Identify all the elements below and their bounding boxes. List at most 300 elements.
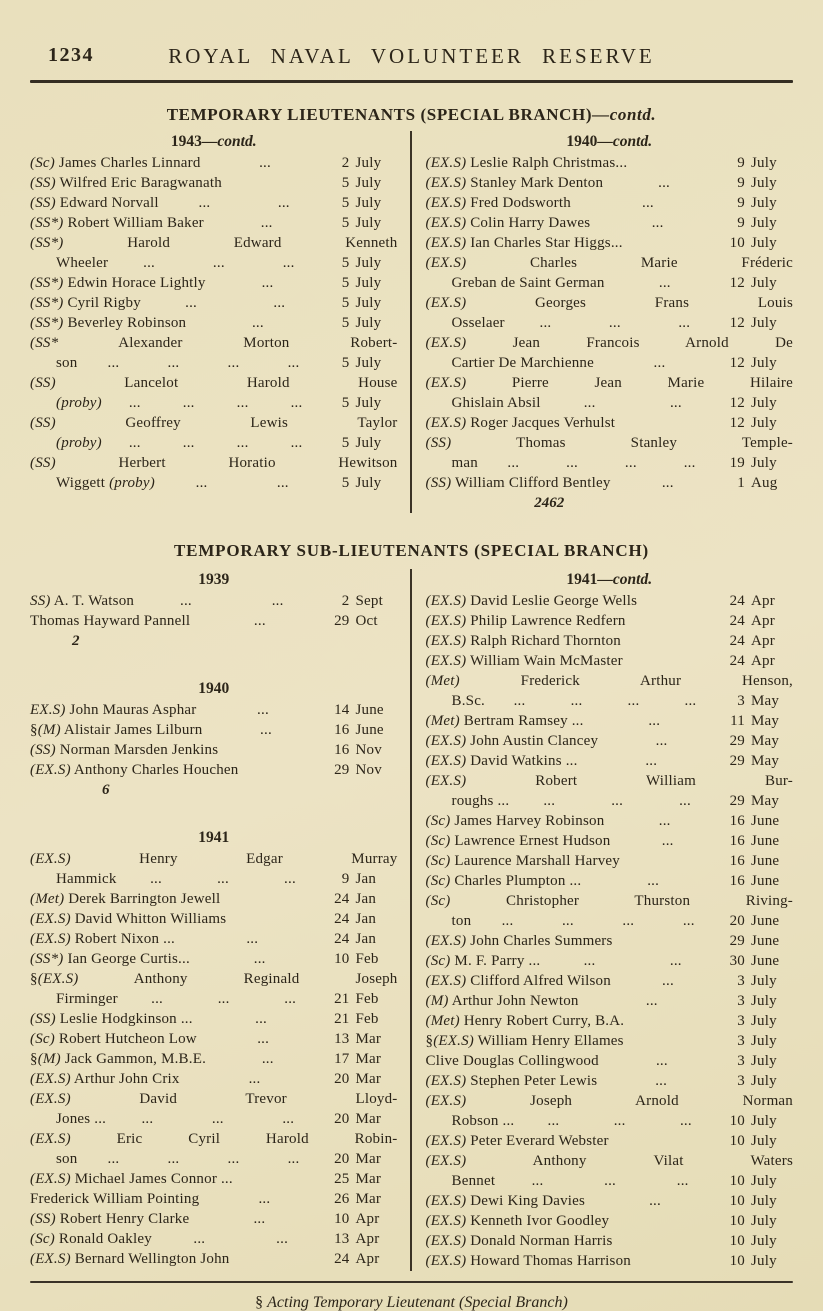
entry-text: (Sc) James Harvey Robinson (425, 813, 605, 829)
entry-line (30, 1129, 398, 1149)
dot-leader: ... ... ... (539, 315, 691, 331)
dot-leader: ... (255, 1011, 268, 1027)
entry-date-month: Nov (355, 762, 382, 778)
entry-text: son (56, 1151, 78, 1167)
year-contd: —contd. (201, 133, 257, 150)
entry-date-month: Mar (355, 1191, 382, 1207)
entry-line (426, 453, 794, 473)
entry-line (426, 591, 794, 611)
entry-date-month: Mar (355, 1151, 382, 1167)
dot-leader: ... (261, 1051, 274, 1067)
entry-line (30, 253, 398, 273)
entry-text: (EX.S) Howard Thomas Harrison (425, 1253, 631, 1269)
entry-line (426, 1191, 794, 1211)
dot-leader: ... ... ... (543, 793, 691, 809)
entry-date-day: 5 (341, 275, 350, 291)
entry-date-day: 2 (341, 155, 350, 171)
entry-date-month: Sept (355, 593, 383, 609)
entry-date-day: 12 (729, 415, 745, 431)
entry-count: 2 (72, 633, 80, 649)
entry-date-month: Apr (355, 1211, 380, 1227)
entry-line (426, 791, 794, 811)
entry-date-day: 13 (334, 1031, 350, 1047)
entry-date-day: 1 (737, 475, 745, 491)
dot-leader: ... (253, 951, 266, 967)
dot-leader: ... (655, 1073, 668, 1089)
entry-date-day: 12 (729, 275, 745, 291)
dot-leader: ... ... ... (547, 1113, 692, 1129)
entry-date-day: 26 (334, 1191, 350, 1207)
entry-text: (EX.S) John Austin Clancey (425, 733, 599, 749)
entry-line (30, 1209, 398, 1229)
entry-text: (SS) William Clifford Bentley (425, 475, 611, 491)
dot-leader: ... ... ... ... (513, 693, 697, 709)
entry-line (30, 740, 398, 760)
entry-line (30, 1049, 398, 1069)
entry-line (30, 1089, 398, 1109)
entry-date-month: Feb (355, 951, 379, 967)
entry-text: EX.S) John Mauras Asphar (30, 702, 197, 718)
entry-line (30, 1189, 398, 1209)
dot-leader: ... ... (193, 1231, 289, 1247)
entry-line (426, 313, 794, 333)
entry-line (426, 651, 794, 671)
entry-date-month: July (751, 175, 777, 191)
entry-date-month: May (751, 753, 780, 769)
entry-date-day: 30 (729, 953, 745, 969)
entry-line (30, 720, 398, 740)
entry-line (30, 969, 398, 989)
entry-line (426, 891, 794, 911)
entry-date-day: 14 (334, 702, 350, 718)
entry-date-month: July (751, 1053, 777, 1069)
entry-date-day: 29 (729, 733, 745, 749)
entry-date-day: 10 (729, 1193, 745, 1209)
year-group-1940 (30, 678, 398, 800)
entry-date-month: Apr (751, 613, 775, 629)
entry-line (30, 700, 398, 720)
entry-text: Frederick William Pointing (30, 1191, 200, 1207)
page-title: ROYAL NAVAL VOLUNTEER RESERVE (168, 44, 655, 68)
dot-leader: ... (257, 1031, 270, 1047)
year-heading-1943 (30, 131, 398, 153)
entry-text: (EX.S) William Wain McMaster (425, 653, 623, 669)
year-label: 1940 (566, 133, 598, 150)
entry-date-month: May (751, 713, 780, 729)
section2-columns (30, 569, 793, 1271)
entry-date-month: July (751, 1033, 777, 1049)
entry-date-month: July (355, 175, 382, 191)
entry-date-day: 24 (729, 613, 745, 629)
entry-line (426, 1211, 794, 1231)
entry-text: (Met) Frederick Arthur Henson, (425, 673, 793, 689)
entry-date-day: 16 (729, 853, 745, 869)
entry-date-month: Apr (355, 1251, 380, 1267)
entry-date-day: 20 (334, 1151, 350, 1167)
entry-date-month: July (751, 355, 777, 371)
entry-list (426, 153, 794, 493)
entry-date-month: July (751, 973, 777, 989)
entry-date-day: 5 (341, 295, 350, 311)
entry-text: Clive Douglas Collingwood (425, 1053, 599, 1069)
entry-text: (EX.S) Dewi King Davies (425, 1193, 586, 1209)
entry-line (426, 771, 794, 791)
entry-date-month: July (751, 415, 777, 431)
entry-text: (EX.S) David Whitton Williams (30, 911, 227, 927)
year-label: 1941 (566, 571, 598, 588)
entry-text: (SS) Edward Norvall (30, 195, 159, 211)
entry-line (30, 591, 398, 611)
entry-date-day: 5 (341, 315, 350, 331)
entry-date-day: 10 (334, 951, 350, 967)
entry-line (426, 473, 794, 493)
entry-text: (EX.S) Fred Dodsworth (425, 195, 571, 211)
entry-line (426, 393, 794, 413)
entry-date-day: 3 (737, 993, 745, 1009)
entry-text: (M) Arthur John Newton (425, 993, 579, 1009)
footnote-symbol: § (255, 1294, 264, 1311)
dot-leader: ... (259, 155, 271, 171)
entry-text: Thomas Hayward Pannell (30, 613, 191, 629)
entry-line (426, 1171, 794, 1191)
entry-date-month: July (751, 235, 777, 251)
entry-date-month: July (355, 475, 382, 491)
entry-line (426, 1071, 794, 1091)
entry-text: (EX.S) Philip Lawrence Redfern (425, 613, 626, 629)
entry-text: Cartier De Marchienne (451, 355, 594, 371)
section1-title-contd: —contd. (592, 105, 657, 124)
dot-leader: ... ... (185, 295, 286, 311)
dot-leader: ... (261, 275, 274, 291)
entry-text: (SS*) Harold Edward Kenneth (30, 235, 398, 251)
entry-line (30, 1149, 398, 1169)
entry-date-month: May (751, 793, 780, 809)
dot-leader: ... (246, 931, 259, 947)
year-heading-1939 (30, 569, 398, 591)
entry-line (426, 1231, 794, 1251)
entry-date-month: July (355, 275, 382, 291)
entry-date-day: 5 (341, 195, 350, 211)
entry-text: (Sc) Ronald Oakley (30, 1231, 152, 1247)
entry-text: (EX.S) Clifford Alfred Wilson (425, 973, 611, 989)
entry-line (30, 273, 398, 293)
dot-leader: ... (248, 1071, 261, 1087)
entry-line (426, 373, 794, 393)
entry-line (30, 233, 398, 253)
entry-line (30, 1249, 398, 1269)
entry-text: B.Sc. (451, 693, 486, 709)
entry-date-day: 10 (729, 235, 745, 251)
footnote-text: Acting Temporary Lieutenant (Special Branch) (267, 1294, 568, 1311)
entry-date-month: June (751, 813, 780, 829)
section1-right-column (412, 131, 794, 513)
entry-date-day: 29 (729, 933, 745, 949)
entry-text: SS) A. T. Watson (30, 593, 135, 609)
dot-leader: ... (645, 993, 658, 1009)
entry-line (426, 931, 794, 951)
entry-text: (Sc) Laurence Marshall Harvey (425, 853, 620, 869)
entry-date-day: 3 (737, 973, 745, 989)
entry-date-month: July (355, 435, 382, 451)
entry-text: (SS) Herbert Horatio Hewitson (30, 455, 398, 471)
dot-leader: ... (661, 833, 674, 849)
year-heading-1941 (30, 827, 398, 849)
year-heading-1940 (426, 131, 794, 153)
dot-leader: ... ... ... ... (507, 455, 696, 471)
entry-line (30, 213, 398, 233)
entry-date-day: 5 (341, 395, 350, 411)
entry-date-month: Mar (355, 1051, 382, 1067)
entry-date-month: May (751, 693, 780, 709)
entry-text: (SS) Thomas Stanley Temple- (425, 435, 793, 451)
dot-leader: ... ... ... ... (128, 435, 303, 451)
entry-list (426, 591, 794, 1271)
section2-right-column (412, 569, 794, 1271)
dot-leader: ... ... (583, 953, 682, 969)
entry-text: Osselaer (451, 315, 505, 331)
entry-text: (EX.S) Michael James Connor ... (30, 1171, 233, 1187)
entry-text: (SS*) Robert William Baker (30, 215, 204, 231)
entry-text: (EX.S) Leslie Ralph Christmas... (425, 155, 628, 171)
entry-date-day: 24 (334, 911, 350, 927)
entry-date-day: 10 (729, 1253, 745, 1269)
entry-date-day: 24 (729, 653, 745, 669)
entry-date-month: July (355, 195, 382, 211)
entry-text: son (56, 355, 78, 371)
entry-date-month: July (751, 993, 777, 1009)
entry-text: (EX.S) Henry Edgar Murray (30, 851, 398, 867)
entry-line (30, 889, 398, 909)
entry-text: (SS) Leslie Hodgkinson ... (30, 1011, 193, 1027)
entry-date-day: 20 (334, 1111, 350, 1127)
entry-text: (EX.S) Robert William Bur- (425, 773, 793, 789)
dot-leader: ... (260, 215, 273, 231)
entry-text: Robson ... (451, 1113, 515, 1129)
entry-text: §(EX.S) Anthony Reginald Joseph (30, 971, 398, 987)
entry-line (426, 1091, 794, 1111)
entry-text: (Sc) Lawrence Ernest Hudson (425, 833, 611, 849)
entry-text: Firminger (56, 991, 118, 1007)
entry-date-day: 5 (341, 215, 350, 231)
year-contd: —contd. (597, 571, 653, 588)
entry-date-day: 9 (737, 175, 745, 191)
entry-text: (EX.S) Roger Jacques Verhulst (425, 415, 616, 431)
year-contd: —contd. (597, 133, 653, 150)
entry-count: 6 (102, 782, 110, 798)
entry-date-day: 9 (737, 215, 745, 231)
entry-line (30, 611, 398, 631)
entry-line (426, 831, 794, 851)
entry-date-month: Mar (355, 1031, 382, 1047)
year-heading-1940 (30, 678, 398, 700)
entry-text: (EX.S) Jean Francois Arnold De (425, 335, 793, 351)
entry-text: Bennet (451, 1173, 496, 1189)
entry-line (30, 313, 398, 333)
dot-leader: ... ... ... (531, 1173, 689, 1189)
entry-line (30, 413, 398, 433)
entry-date-month: Oct (355, 613, 378, 629)
entry-line (426, 293, 794, 313)
entry-text: (EX.S) Anthony Charles Houchen (30, 762, 239, 778)
entry-text: man (451, 455, 478, 471)
year-heading-1941-contd (426, 569, 794, 591)
entry-line (426, 811, 794, 831)
entry-line (30, 849, 398, 869)
dot-leader: ... ... ... ... (128, 395, 303, 411)
entry-date-month: July (751, 195, 777, 211)
dot-leader: ... ... ... (141, 1111, 295, 1127)
entry-date-month: May (751, 733, 780, 749)
dot-leader: ... ... ... (143, 255, 295, 271)
dot-leader: ... (647, 873, 660, 889)
entry-date-month: June (355, 722, 384, 738)
entry-line (30, 293, 398, 313)
entry-text: (SS*) Cyril Rigby (30, 295, 141, 311)
entry-date-day: 3 (737, 1033, 745, 1049)
entry-text: (Sc) Christopher Thurston Riving- (425, 893, 793, 909)
entry-text: (SS) Robert Henry Clarke (30, 1211, 190, 1227)
entry-date-month: Jan (355, 911, 377, 927)
entry-text: (Met) Derek Barrington Jewell (30, 891, 221, 907)
entry-date-month: July (355, 295, 382, 311)
entry-date-month: June (751, 853, 780, 869)
entry-date-day: 29 (334, 762, 350, 778)
entry-line (30, 909, 398, 929)
entry-date-month: Apr (355, 1231, 380, 1247)
entry-line (30, 1009, 398, 1029)
entry-date-month: July (355, 355, 382, 371)
dot-leader: ... (658, 175, 670, 191)
entry-line (30, 1029, 398, 1049)
dot-leader: ... (260, 722, 272, 738)
entry-date-day: 10 (334, 1211, 350, 1227)
entry-text: (SS) Wilfred Eric Baragwanath (30, 175, 222, 191)
entry-line (30, 1169, 398, 1189)
entry-line (426, 173, 794, 193)
entry-date-day: 12 (729, 395, 745, 411)
section1-title (30, 105, 793, 125)
entry-line (30, 433, 398, 453)
entry-date-month: June (751, 873, 780, 889)
entry-line (30, 473, 398, 493)
entry-count-total: 2462 (534, 495, 565, 511)
entry-line (30, 373, 398, 393)
entry-text: (Met) Bertram Ramsey ... (425, 713, 584, 729)
section2-title: TEMPORARY SUB-LIEUTENANTS (SPECIAL BRANCH) (174, 541, 649, 560)
entry-text: (EX.S) David Leslie George Wells (425, 593, 638, 609)
entry-line (426, 1111, 794, 1131)
dot-leader: ... ... (195, 475, 289, 491)
dot-leader: ... ... (198, 195, 290, 211)
entry-line (426, 1251, 794, 1271)
entry-date-day: 21 (334, 1011, 350, 1027)
year-group-1941 (30, 827, 398, 1269)
entry-text: (EX.S) David Trevor Lloyd- (30, 1091, 398, 1107)
dot-leader: ... ... ... ... (107, 355, 300, 371)
entry-date-day: 16 (729, 833, 745, 849)
entry-date-month: June (751, 833, 780, 849)
entry-line (426, 433, 794, 453)
dot-leader: ... (658, 275, 671, 291)
entry-text: (EX.S) Anthony Vilat Waters (425, 1153, 793, 1169)
entry-text: (SS*) Edwin Horace Lightly (30, 275, 206, 291)
entry-line (30, 333, 398, 353)
entry-text: (EX.S) Georges Frans Louis (425, 295, 793, 311)
entry-line (426, 1051, 794, 1071)
year-label: 1939 (198, 571, 230, 588)
entry-date-month: Feb (355, 1011, 379, 1027)
dot-leader: ... ... ... (150, 871, 296, 887)
entry-date-month: July (355, 395, 382, 411)
entry-date-day: 17 (334, 1051, 350, 1067)
entry-text: (EX.S) Stanley Mark Denton (425, 175, 604, 191)
entry-line (426, 751, 794, 771)
entry-date-month: July (751, 1233, 777, 1249)
entry-date-month: July (751, 1253, 777, 1269)
entry-line (426, 671, 794, 691)
dot-leader: ... (253, 613, 266, 629)
entry-text: (proby) (56, 395, 102, 411)
entry-list (30, 849, 398, 1269)
entry-text: (SS* Alexander Morton Robert- (30, 335, 398, 351)
dot-leader: ... (655, 1053, 668, 1069)
entry-line (426, 333, 794, 353)
dot-leader: ... (658, 813, 671, 829)
dot-leader: ... (251, 315, 264, 331)
entry-date-day: 10 (729, 1173, 745, 1189)
entry-text: (EX.S) Pierre Jean Marie Hilaire (425, 375, 793, 391)
year-label: 1941 (198, 829, 230, 846)
entry-date-day: 24 (729, 633, 745, 649)
entry-date-day: 10 (729, 1233, 745, 1249)
entry-text: ton (451, 913, 472, 929)
entry-text: (SS*) Ian George Curtis... (30, 951, 190, 967)
entry-text: Ghislain Absil (451, 395, 541, 411)
dot-leader: ... ... ... ... (107, 1151, 300, 1167)
entry-date-month: Jan (355, 871, 377, 887)
entry-text: Greban de Saint German (451, 275, 605, 291)
entry-line (426, 233, 794, 253)
entry-date-day: 5 (341, 355, 350, 371)
entry-text: Jones ... (56, 1111, 107, 1127)
entry-line (30, 989, 398, 1009)
entry-date-month: Apr (751, 653, 775, 669)
entry-date-month: July (751, 1073, 777, 1089)
section1-columns (30, 131, 793, 513)
entry-date-month: July (355, 315, 382, 331)
entry-text: §(EX.S) William Henry Ellames (425, 1033, 624, 1049)
entry-date-month: July (355, 155, 382, 171)
entry-date-day: 5 (341, 255, 350, 271)
entry-line (426, 851, 794, 871)
entry-list (30, 153, 398, 493)
entry-date-month: July (751, 1133, 777, 1149)
entry-date-month: July (751, 275, 777, 291)
entry-date-day: 16 (729, 873, 745, 889)
entry-date-day: 10 (729, 1133, 745, 1149)
entry-text: Hammick (56, 871, 117, 887)
entry-text: (EX.S) Ralph Richard Thornton (425, 633, 621, 649)
entry-date-day: 3 (737, 1013, 745, 1029)
entry-line (30, 929, 398, 949)
entry-date-month: July (751, 315, 777, 331)
entry-date-day: 3 (737, 693, 745, 709)
dot-leader: ... (661, 475, 674, 491)
entry-text: (EX.S) Joseph Arnold Norman (425, 1093, 793, 1109)
entry-line (426, 1011, 794, 1031)
entry-date-day: 9 (737, 195, 745, 211)
entry-date-month: July (751, 1013, 777, 1029)
